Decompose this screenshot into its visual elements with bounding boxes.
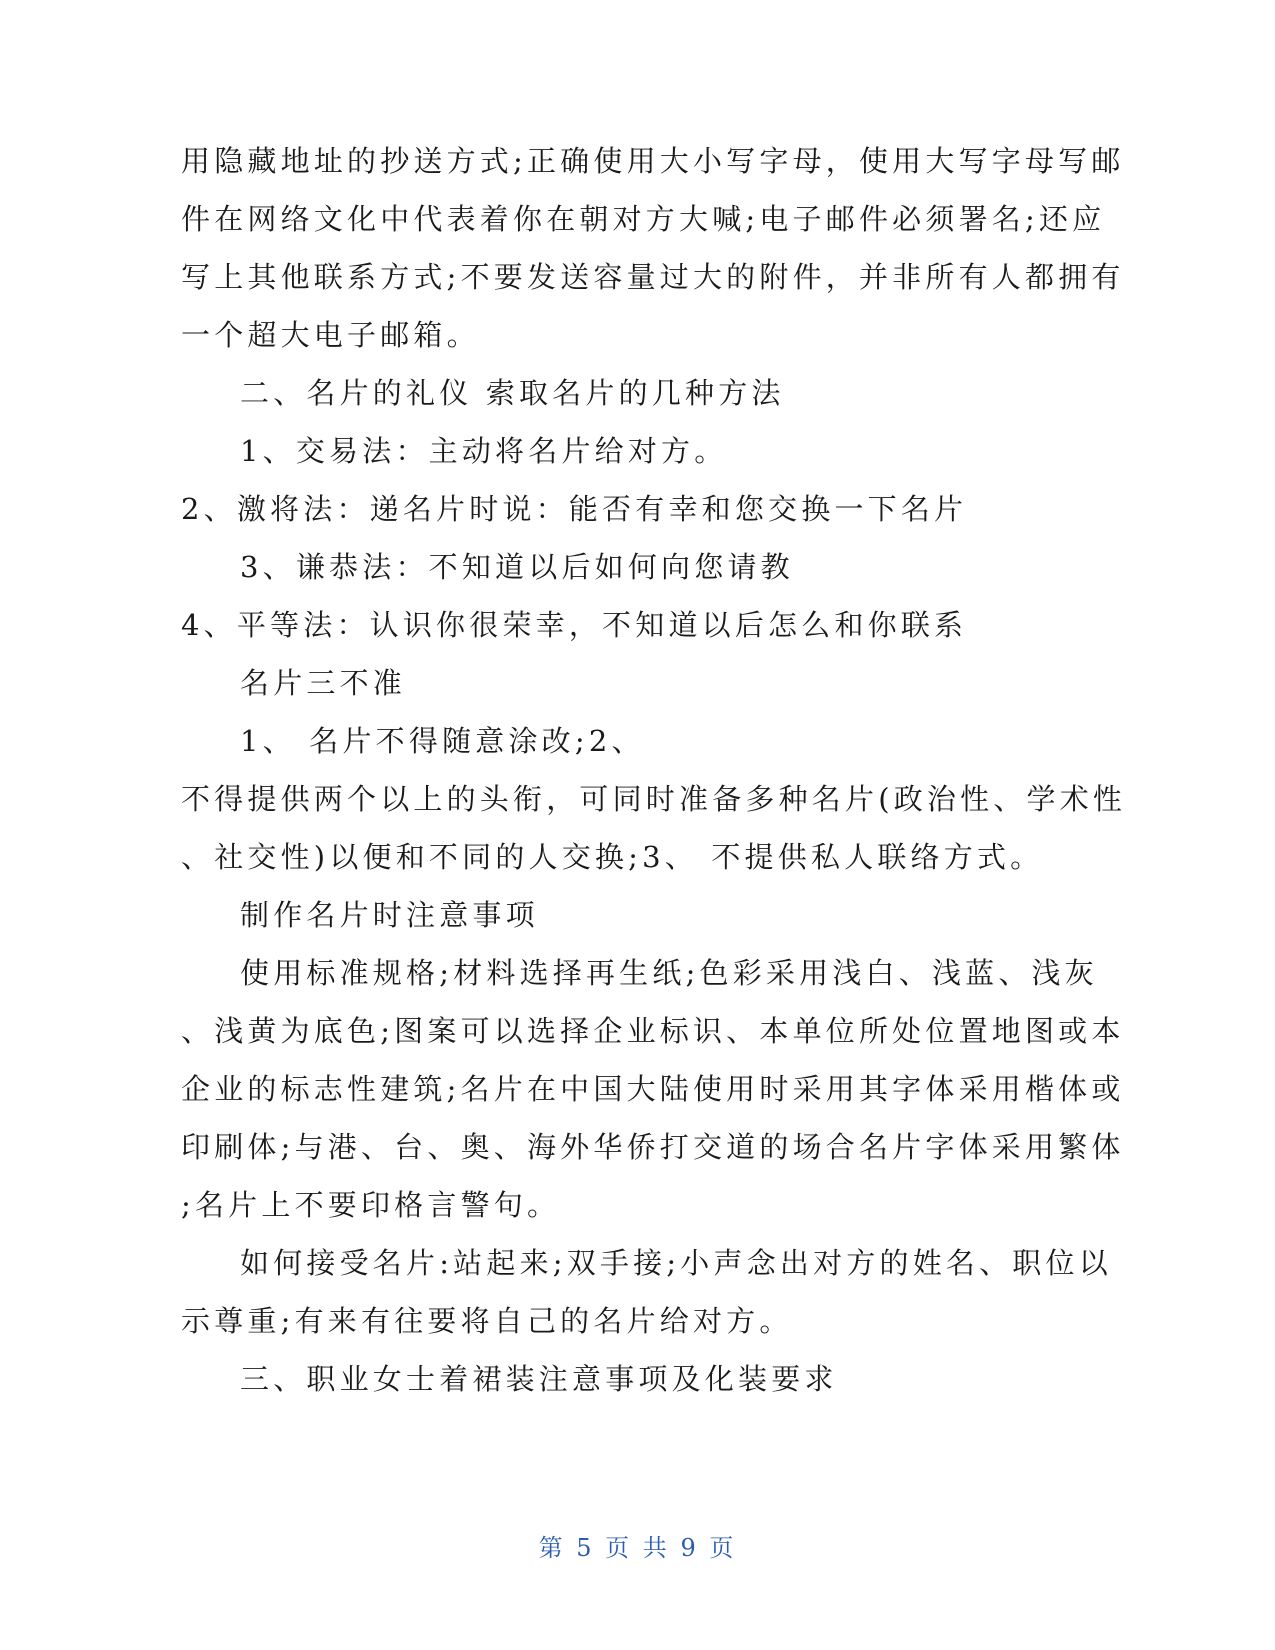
paragraph-line: 印刷体;与港、台、奥、海外华侨打交道的场合名片字体采用繁体 [181,1130,1125,1164]
paragraph-line: 、社交性)以便和不同的人交换;3、 不提供私人联络方式。 [181,840,1044,874]
paragraph-line: 1、 名片不得随意涂改;2、 [240,724,645,758]
paragraph-line: 示尊重;有来有往要将自己的名片给对方。 [181,1304,793,1338]
list-item: 4、平等法：认识你很荣幸，不知道以后怎么和你联系 [181,608,968,642]
subheading: 名片三不准 [240,666,407,700]
paragraph-line: 使用标准规格;材料选择再生纸;色彩采用浅白、浅蓝、浅灰 [240,956,1098,990]
section-heading: 二、名片的礼仪 索取名片的几种方法 [240,376,785,410]
paragraph-line: 用隐藏地址的抄送方式;正确使用大小写字母，使用大写字母写邮 [181,144,1125,178]
list-item: 1、交易法：主动将名片给对方。 [240,434,728,468]
paragraph-line: 一个超大电子邮箱。 [181,318,480,352]
paragraph-line: 写上其他联系方式;不要发送容量过大的附件，并非所有人都拥有 [181,260,1125,294]
paragraph-line: 企业的标志性建筑;名片在中国大陆使用时采用其字体采用楷体或 [181,1072,1125,1106]
page-number-footer: 第 5 页 共 9 页 [538,1534,737,1562]
paragraph-line: 件在网络文化中代表着你在朝对方大喊;电子邮件必须署名;还应 [181,202,1106,236]
list-item: 2、激将法：递名片时说：能否有幸和您交换一下名片 [181,492,968,526]
section-heading: 三、职业女士着裙装注意事项及化装要求 [240,1362,838,1396]
subheading: 制作名片时注意事项 [240,898,539,932]
paragraph-line: 不得提供两个以上的头衔，可同时准备多种名片(政治性、学术性 [181,782,1127,816]
paragraph-line: 、浅黄为底色;图案可以选择企业标识、本单位所处位置地图或本 [181,1014,1125,1048]
paragraph-line: ;名片上不要印格言警句。 [181,1188,561,1222]
paragraph-line: 如何接受名片:站起来;双手接;小声念出对方的姓名、职位以 [240,1246,1112,1280]
list-item: 3、谦恭法：不知道以后如何向您请教 [240,550,794,584]
